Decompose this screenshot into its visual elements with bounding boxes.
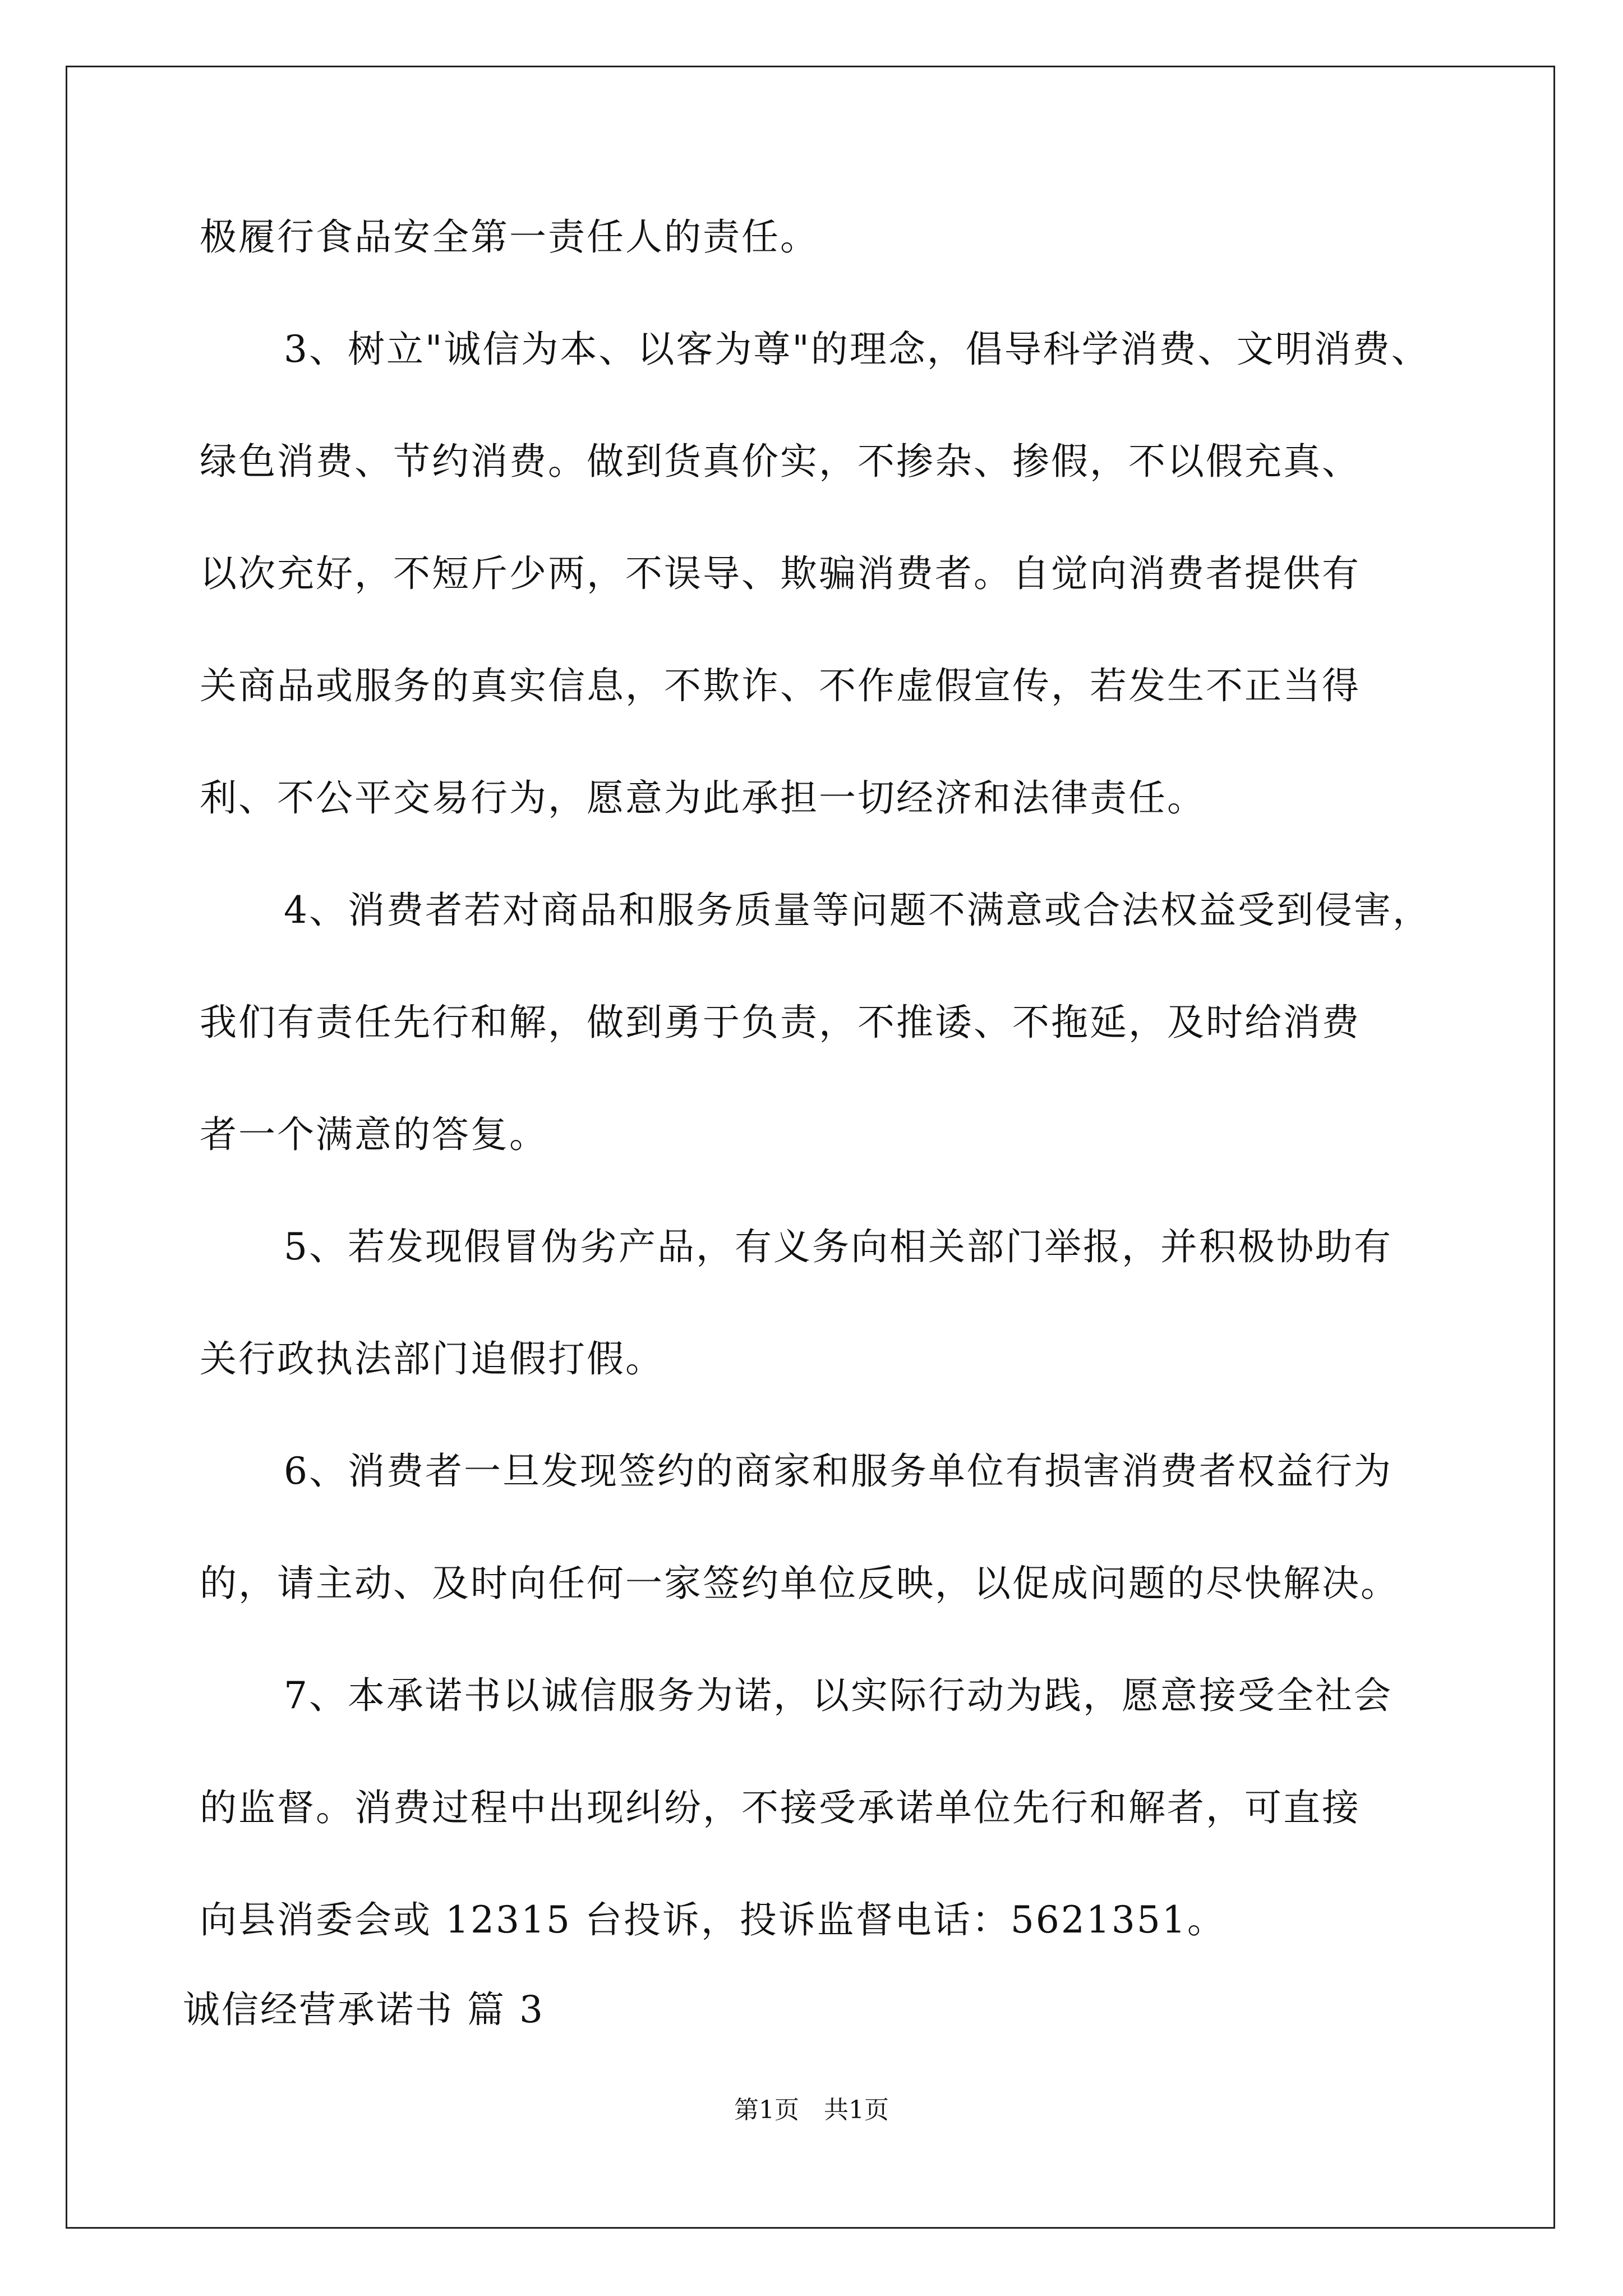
text-line-16: 向县消委会或 12315 台投诉，投诉监督电话：5621351。 [200,1898,1226,1941]
text-line-10: 5、若发现假冒伪劣产品，有义务向相关部门举报，并积极协助有 [284,1225,1393,1268]
text-line-1: 极履行食品安全第一责任人的责任。 [200,215,819,259]
text-line-14: 7、本承诺书以诚信服务为诺，以实际行动为践，愿意接受全社会 [284,1674,1393,1717]
text-line-12: 6、消费者一旦发现签约的商家和服务单位有损害消费者权益行为 [284,1450,1393,1493]
text-line-8: 我们有责任先行和解，做到勇于负责，不推诿、不拖延，及时给消费 [200,1001,1361,1044]
text-line-2: 3、树立"诚信为本、以客为尊"的理念，倡导科学消费、文明消费、 [284,328,1430,371]
text-line-13: 的，请主动、及时向任何一家签约单位反映，以促成问题的尽快解决。 [200,1562,1399,1605]
text-line-5: 关商品或服务的真实信息，不欺诈、不作虚假宣传，若发生不正当得 [200,664,1361,707]
page-number-footer: 第1页 共1页 [734,2096,889,2124]
text-line-7: 4、消费者若对商品和服务质量等问题不满意或合法权益受到侵害， [284,889,1431,932]
text-line-9: 者一个满意的答复。 [200,1113,548,1156]
text-line-6: 利、不公平交易行为，愿意为此承担一切经济和法律责任。 [200,776,1206,820]
text-line-15: 的监督。消费过程中出现纠纷，不接受承诺单位先行和解者，可直接 [200,1786,1361,1829]
text-line-3: 绿色消费、节约消费。做到货真价实，不掺杂、掺假，不以假充真、 [200,440,1361,483]
text-line-4: 以次充好，不短斤少两，不误导、欺骗消费者。自觉向消费者提供有 [200,552,1361,595]
text-line-11: 关行政执法部门追假打假。 [200,1337,664,1381]
section-heading: 诚信经营承诺书 篇 3 [183,1988,545,2031]
